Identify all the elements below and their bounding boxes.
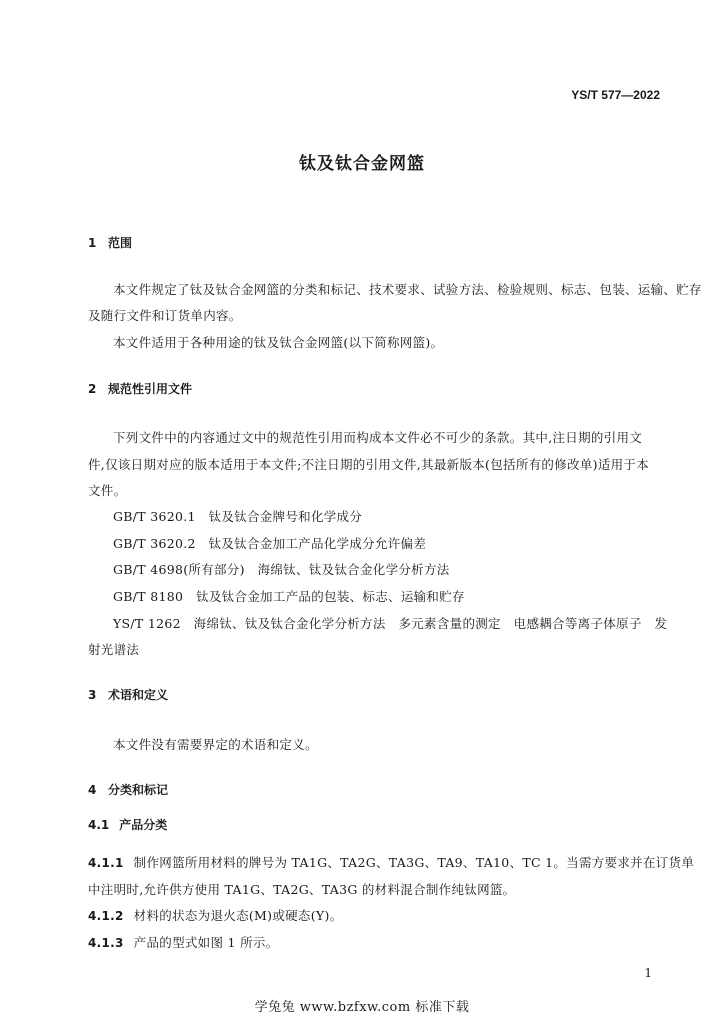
section-1-heading bbox=[88, 234, 132, 251]
reference-title: 海绵钛、钛及钛合金化学分析方法 bbox=[257, 562, 450, 577]
clause-text: 制作网篮所用材料的牌号为 TA1G、TA2G、TA3G、TA9、TA10、TC 1。当需方要求并在订货单 bbox=[133, 855, 695, 870]
clause-number: 4.1.2 bbox=[88, 909, 124, 923]
section-number: 4 bbox=[88, 783, 97, 797]
clause-4-1-2 bbox=[88, 906, 342, 924]
clause-number: 4.1.3 bbox=[88, 936, 124, 950]
section-number: 3 bbox=[88, 688, 97, 702]
paragraph: 本文件适用于各种用途的钛及钛合金网篮(以下简称网篮)。 bbox=[113, 335, 444, 350]
reference-code: GB/T 4698(所有部分) bbox=[113, 562, 245, 577]
standard-number: YS/T 577—2022 bbox=[571, 88, 660, 102]
section-title: 规范性引用文件 bbox=[108, 382, 193, 396]
paragraph-line: 件,仅该日期对应的版本适用于本文件;不注日期的引用文件,其最新版本(包括所有的修改单)适用于本 bbox=[88, 457, 650, 472]
reference-title: 钛及钛合金加工产品的包装、标志、运输和贮存 bbox=[196, 589, 465, 604]
clause-text: 材料的状态为退火态(M)或硬态(Y)。 bbox=[133, 908, 343, 923]
reference-title: 钛及钛合金牌号和化学成分 bbox=[208, 509, 363, 524]
section-4-heading bbox=[88, 781, 168, 798]
section-title: 术语和定义 bbox=[108, 688, 169, 702]
reference-code: GB/T 3620.1 bbox=[113, 509, 196, 524]
page-number: 1 bbox=[644, 966, 652, 980]
clause-number: 4.1.1 bbox=[88, 856, 124, 870]
paragraph-line: 及随行文件和订货单内容。 bbox=[88, 308, 242, 323]
reference-item bbox=[113, 560, 450, 578]
reference-item-line: YS/T 1262 海绵钛、钛及钛合金化学分析方法 多元素含量的测定 电感耦合等离子体原子 发 bbox=[113, 616, 668, 631]
section-title: 范围 bbox=[108, 236, 133, 250]
reference-code: GB/T 8180 bbox=[113, 589, 184, 604]
section-2-heading bbox=[88, 380, 192, 397]
reference-item bbox=[113, 507, 362, 525]
clause-text-line: 中注明时,允许供方使用 TA1G、TA2G、TA3G 的材料混合制作纯钛网篮。 bbox=[88, 882, 516, 897]
section-title: 分类和标记 bbox=[108, 783, 169, 797]
reference-title: 钛及钛合金加工产品化学成分允许偏差 bbox=[208, 536, 427, 551]
section-3-heading bbox=[88, 686, 168, 703]
clause-text: 产品的型式如图 1 所示。 bbox=[133, 935, 279, 950]
footer-watermark: 学兔兔 www.bzfxw.com 标准下载 bbox=[254, 1000, 470, 1015]
paragraph-line: 本文件规定了钛及钛合金网篮的分类和标记、技术要求、试验方法、检验规则、标志、包装、运输、贮存 bbox=[113, 282, 702, 297]
subsection-number: 4.1 bbox=[88, 818, 110, 832]
section-number: 2 bbox=[88, 382, 97, 396]
paragraph-line: 文件。 bbox=[88, 483, 127, 498]
document-title: 钛及钛合金网篮 bbox=[299, 154, 425, 174]
section-number: 1 bbox=[88, 236, 97, 250]
subsection-4-1-heading bbox=[88, 816, 167, 833]
clause-4-1-1 bbox=[88, 853, 694, 871]
reference-code: GB/T 3620.2 bbox=[113, 536, 196, 551]
paragraph: 本文件没有需要界定的术语和定义。 bbox=[113, 737, 318, 752]
reference-item bbox=[113, 534, 426, 552]
reference-item bbox=[113, 587, 465, 605]
paragraph-line: 下列文件中的内容通过文中的规范性引用而构成本文件必不可少的条款。其中,注日期的引用文 bbox=[113, 430, 643, 445]
clause-4-1-3 bbox=[88, 933, 278, 951]
subsection-title: 产品分类 bbox=[119, 818, 168, 832]
reference-item-line: 射光谱法 bbox=[88, 642, 140, 657]
